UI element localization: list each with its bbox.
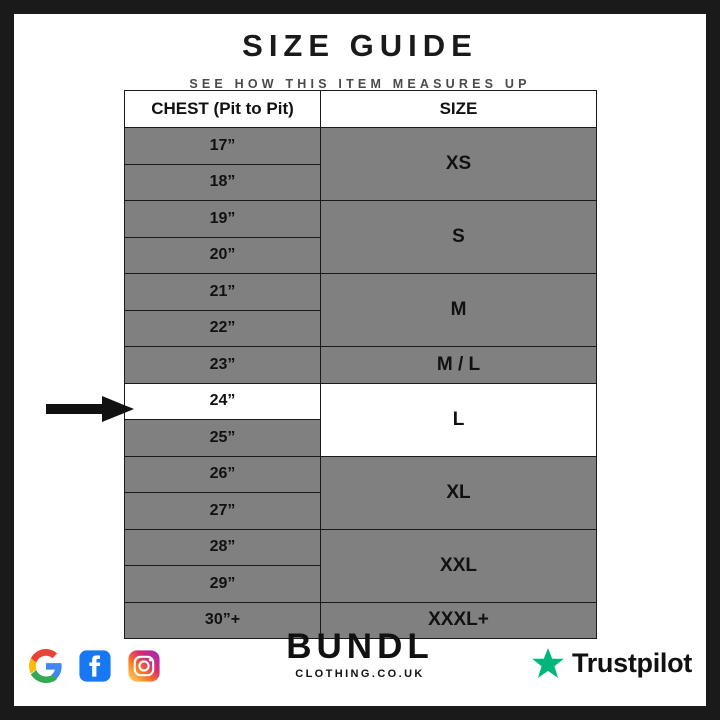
chest-value: 20” xyxy=(125,237,321,274)
trustpilot-logo[interactable] xyxy=(531,646,692,680)
size-table-wrapper xyxy=(124,90,594,639)
table-row xyxy=(125,456,597,493)
page-subtitle: SEE HOW THIS ITEM MEASURES UP xyxy=(189,77,531,91)
brand-domain: CLOTHING.CO.UK xyxy=(295,668,425,680)
size-value: XXL xyxy=(321,529,597,602)
size-value: M xyxy=(321,274,597,347)
table-row xyxy=(125,347,597,384)
size-value: S xyxy=(321,201,597,274)
chest-value-selected: 24” xyxy=(125,383,321,420)
chest-value: 27” xyxy=(125,493,321,530)
size-guide-card xyxy=(14,14,706,706)
table-header-row xyxy=(125,91,597,128)
chest-value: 21” xyxy=(125,274,321,311)
chest-value: 23” xyxy=(125,347,321,384)
chest-value: 22” xyxy=(125,310,321,347)
column-header-chest: CHEST (Pit to Pit) xyxy=(125,91,321,128)
arrow-right-icon xyxy=(46,396,134,422)
trustpilot-label: Trustpilot xyxy=(572,647,692,678)
page-title: SIZE GUIDE xyxy=(242,28,478,63)
size-table xyxy=(124,90,597,639)
table-row xyxy=(125,128,597,165)
table-row-highlighted xyxy=(125,383,597,420)
chest-value: 18” xyxy=(125,164,321,201)
size-value-selected: L xyxy=(321,383,597,456)
chest-value: 17” xyxy=(125,128,321,165)
size-value: XXXL+ xyxy=(321,602,597,639)
size-value: XL xyxy=(321,456,597,529)
chest-value: 29” xyxy=(125,566,321,603)
table-row xyxy=(125,274,597,311)
column-header-size: SIZE xyxy=(321,91,597,128)
table-row xyxy=(125,529,597,566)
chest-value: 25” xyxy=(125,420,321,457)
chest-value: 30”+ xyxy=(125,602,321,639)
chest-value: 19” xyxy=(125,201,321,238)
size-value: M / L xyxy=(321,347,597,384)
footer xyxy=(14,618,706,692)
table-row xyxy=(125,201,597,238)
trustpilot-star-icon xyxy=(531,646,565,680)
chest-value: 28” xyxy=(125,529,321,566)
chest-value: 26” xyxy=(125,456,321,493)
brand-name: BUNDL xyxy=(286,627,434,666)
size-value: XS xyxy=(321,128,597,201)
